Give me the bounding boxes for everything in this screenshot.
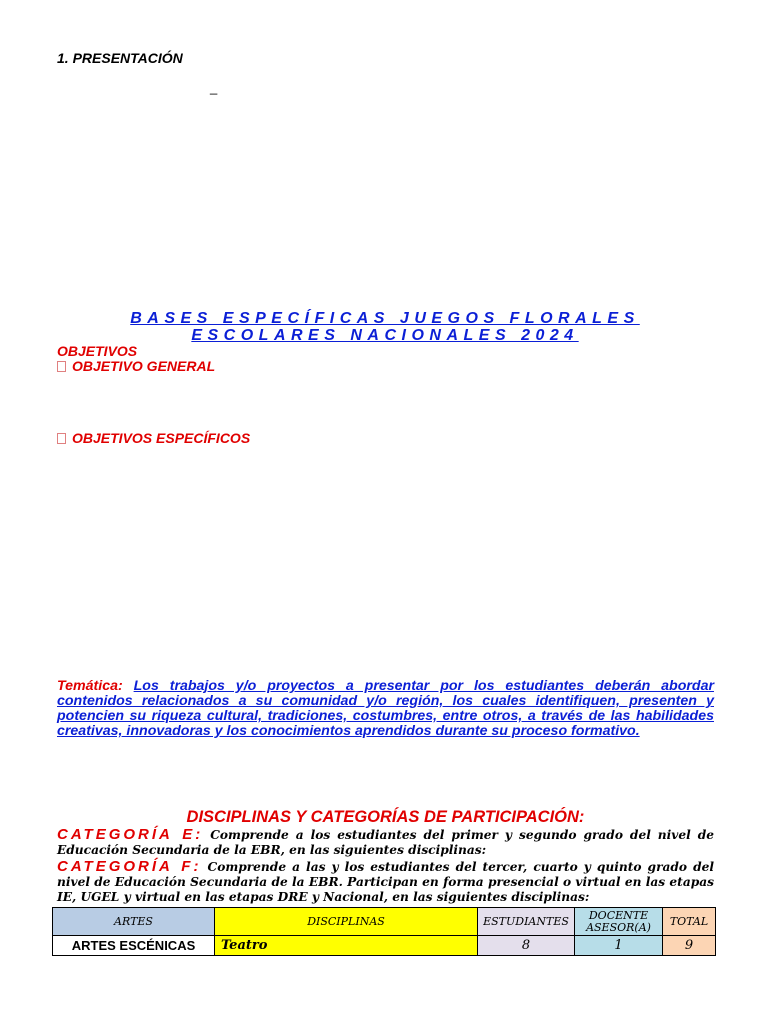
categoria-f-label: CATEGORÍA F: xyxy=(57,858,202,875)
header-disciplinas: DISCIPLINAS xyxy=(215,908,478,936)
section-title: 1. PRESENTACIÓN xyxy=(57,50,183,66)
cell-estudiantes: 8 xyxy=(478,936,575,956)
categoria-e-label: CATEGORÍA E: xyxy=(57,826,204,843)
bullet-box-icon xyxy=(57,433,66,444)
tematica-text: Los trabajos y/o proyectos a presentar por los estudiantes deberán abordar contenidos relacionados a su comunidad y/o región, los cuales identifiquen, presenten y potencien su riqueza cultural, tradiciones, costumbres, entre otros, a través de las habilidades creativas, innovadoras y los conocimientos aprendidos durante su proceso formativo. xyxy=(57,678,714,739)
tematica-paragraph xyxy=(57,679,714,739)
categoria-f xyxy=(57,859,714,905)
cell-total: 9 xyxy=(663,936,716,956)
objetivo-general-label: OBJETIVO GENERAL xyxy=(72,358,216,374)
tematica-label: Temática: xyxy=(57,678,123,694)
header-docente: DOCENTE ASESOR(A) xyxy=(575,908,663,936)
objetivos-especificos-label: OBJETIVOS ESPECÍFICOS xyxy=(72,430,251,446)
cell-disciplina: Teatro xyxy=(215,936,478,956)
objetivo-general xyxy=(57,358,215,374)
categoria-e-text: Comprende a los estudiantes del primer y segundo grado del nivel de Educación Secundaria de la EBR, en las siguientes disciplinas: xyxy=(57,828,715,857)
categoria-e xyxy=(57,827,714,858)
disciplinas-table xyxy=(52,907,716,956)
cell-docente: 1 xyxy=(575,936,663,956)
objetivos-especificos xyxy=(57,430,250,446)
cell-artes: ARTES ESCÉNICAS xyxy=(53,936,215,956)
disciplinas-title: DISCIPLINAS Y CATEGORÍAS DE PARTICIPACIÓN: xyxy=(186,808,585,826)
bullet-box-icon xyxy=(57,361,66,372)
dash-mark: _ xyxy=(210,80,218,95)
main-title-line2: ESCOLARES NACIONALES 2024 xyxy=(191,327,579,344)
header-artes: ARTES xyxy=(53,908,215,936)
table-row xyxy=(53,936,716,956)
categoria-f-text: Comprende a las y los estudiantes del tercer, cuarto y quinto grado del nivel de Educación Secundaria de la EBR. Participan en forma presencial o virtual en las etapas IE, UGEL y virtual en las etapas DRE y Nacional, en las siguientes disciplinas: xyxy=(57,860,714,904)
header-total: TOTAL xyxy=(663,908,716,936)
header-estudiantes: ESTUDIANTES xyxy=(478,908,575,936)
main-title-line1: BASES ESPECÍFICAS JUEGOS FLORALES xyxy=(130,310,640,327)
objetivos-heading: OBJETIVOS xyxy=(57,343,138,359)
table-header-row xyxy=(53,908,716,936)
